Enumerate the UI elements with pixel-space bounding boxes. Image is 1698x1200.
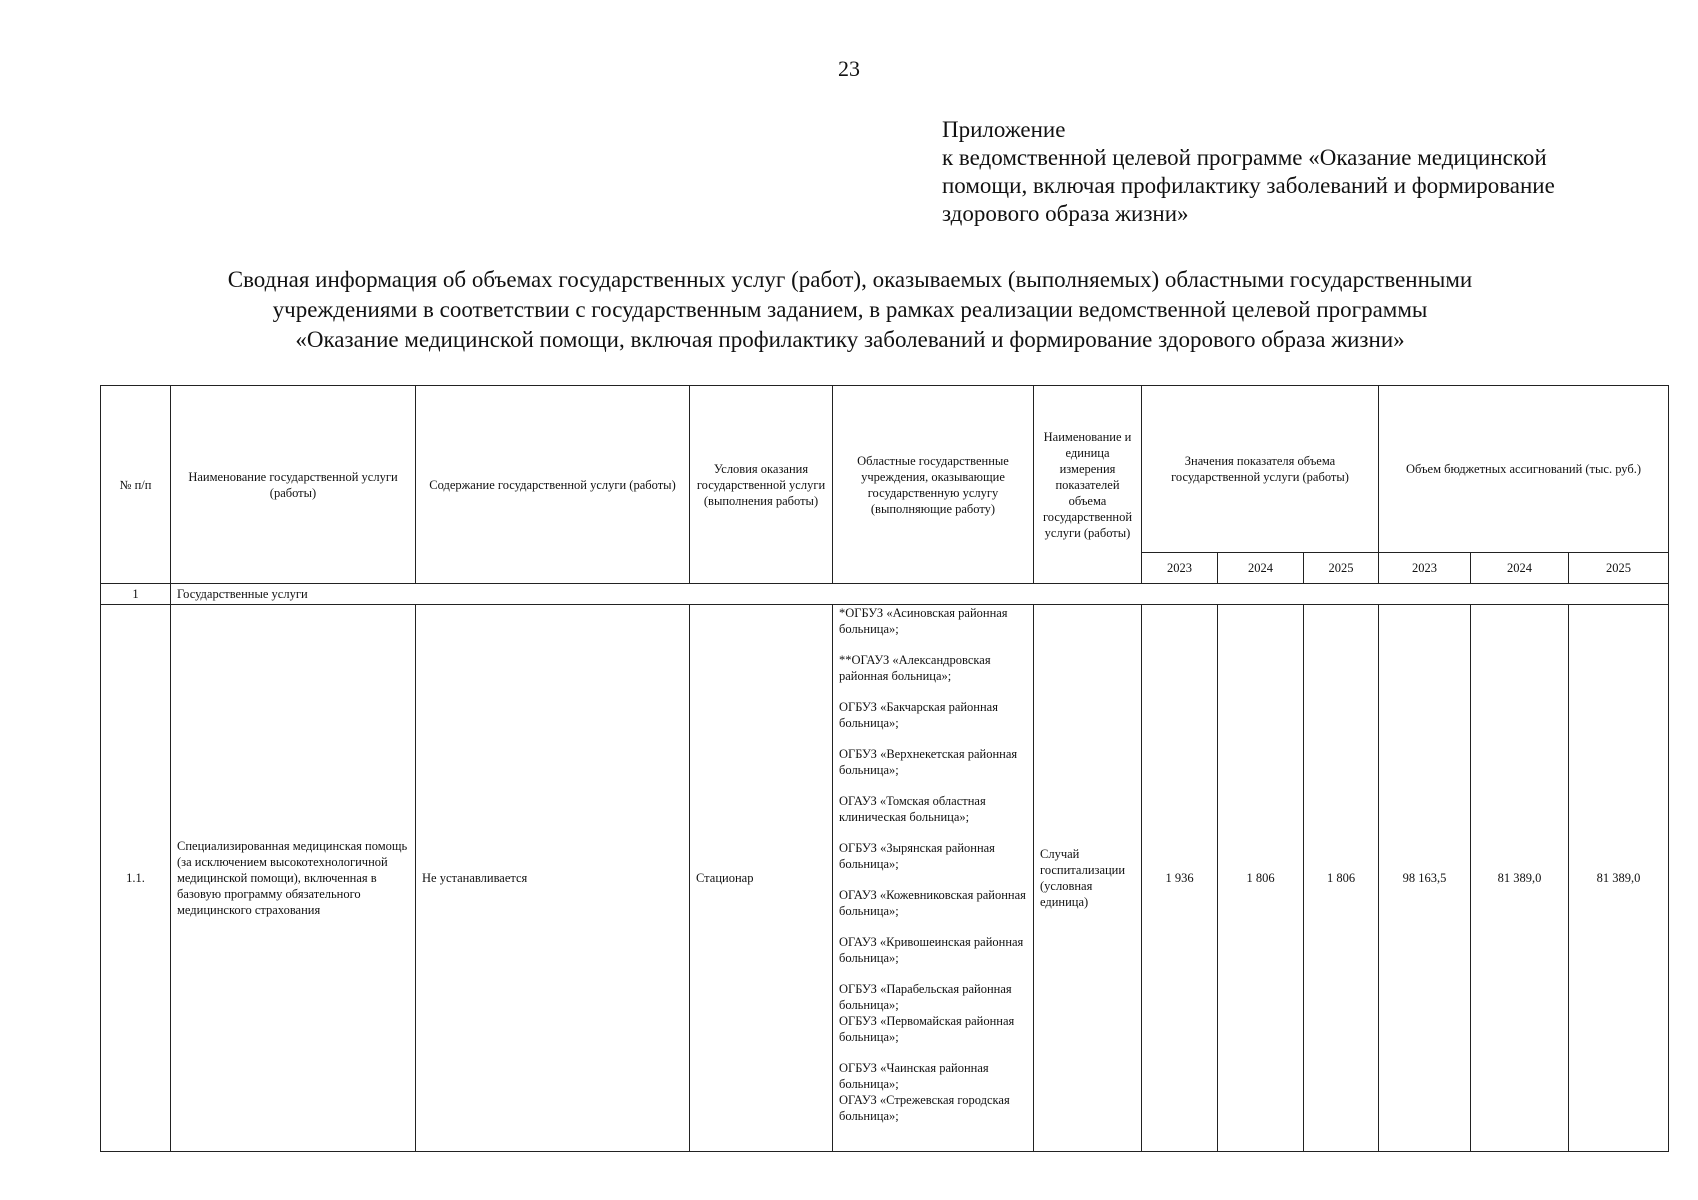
appendix-line-2: к ведомственной целевой программе «Оказание медицинской xyxy=(942,145,1547,170)
row-volume-2024: 1 806 xyxy=(1218,605,1304,1152)
header-row xyxy=(101,386,1669,553)
institution-item: ОГБУЗ «Верхнекетская районная больница»; xyxy=(839,747,1018,777)
budget-year-2025: 2025 xyxy=(1569,553,1669,584)
row-institutions xyxy=(833,605,1034,1152)
title-line-1: Сводная информация об объемах государственных услуг (работ), оказываемых (выполняемых) областными государственными xyxy=(227,267,1473,292)
volume-year-2023: 2023 xyxy=(1142,553,1218,584)
group-num: 1 xyxy=(101,584,171,605)
institution-item: ОГАУЗ «Томская областная клиническая больница»; xyxy=(839,794,986,824)
services-table xyxy=(100,385,1669,1152)
header-institutions: Областные государственные учреждения, оказывающие государственную услугу (выполняющие работу) xyxy=(833,386,1034,584)
row-budget-2024: 81 389,0 xyxy=(1471,605,1569,1152)
volume-year-2024: 2024 xyxy=(1218,553,1304,584)
header-unit: Наименование и единица измерения показателей объема государственной услуги (работы) xyxy=(1034,386,1142,584)
institution-item: ОГБУЗ «Зырянская районная больница»; xyxy=(839,841,995,871)
header-volume: Значения показателя объема государственной услуги (работы) xyxy=(1142,386,1379,553)
title-line-2: учреждениями в соответствии с государственным заданием, в рамках реализации ведомственной целевой программы xyxy=(272,297,1428,322)
budget-year-2023: 2023 xyxy=(1379,553,1471,584)
volume-year-2025: 2025 xyxy=(1304,553,1379,584)
appendix-line-4: здорового образа жизни» xyxy=(942,201,1189,226)
page-number: 23 xyxy=(838,56,860,81)
row-unit: Случай госпитализации (условная единица) xyxy=(1034,605,1142,1152)
header-budget: Объем бюджетных ассигнований (тыс. руб.) xyxy=(1379,386,1669,553)
row-budget-2025: 81 389,0 xyxy=(1569,605,1669,1152)
row-conditions: Стационар xyxy=(690,605,833,1152)
institution-item: ОГБУЗ «Бакчарская районная больница»; xyxy=(839,700,998,730)
header-service-name: Наименование государственной услуги (работы) xyxy=(171,386,416,584)
row-num: 1.1. xyxy=(101,605,171,1152)
group-row xyxy=(101,584,1669,605)
institution-item: ОГБУЗ «Парабельская районная больница»; xyxy=(839,982,1012,1012)
institution-item: ОГАУЗ «Кожевниковская районная больница»; xyxy=(839,888,1026,918)
header-conditions: Условия оказания государственной услуги (выполнения работы) xyxy=(690,386,833,584)
row-volume-2025: 1 806 xyxy=(1304,605,1379,1152)
row-volume-2023: 1 936 xyxy=(1142,605,1218,1152)
table-row xyxy=(101,605,1669,1152)
appendix-line-3: помощи, включая профилактику заболеваний и формирование xyxy=(942,173,1555,198)
institution-item: ОГАУЗ «Кривошеинская районная больница»; xyxy=(839,935,1024,965)
budget-year-2024: 2024 xyxy=(1471,553,1569,584)
institution-item: ОГБУЗ «Первомайская районная больница»; xyxy=(839,1014,1015,1044)
institution-item: ОГБУЗ «Чаинская районная больница»; xyxy=(839,1061,989,1091)
appendix-note xyxy=(942,116,1662,228)
header-content: Содержание государственной услуги (работы) xyxy=(416,386,690,584)
institution-item: **ОГАУЗ «Александровская районная больница»; xyxy=(839,653,991,683)
group-label: Государственные услуги xyxy=(171,584,1669,605)
document-title xyxy=(80,265,1620,355)
row-service-name: Специализированная медицинская помощь (за исключением высокотехнологичной медицинской помощи), включенная в базовую программу обязательного медицинского страхования xyxy=(171,605,416,1152)
row-budget-2023: 98 163,5 xyxy=(1379,605,1471,1152)
institution-item: *ОГБУЗ «Асиновская районная больница»; xyxy=(839,606,1008,636)
row-content: Не устанавливается xyxy=(416,605,690,1152)
header-num: № п/п xyxy=(101,386,171,584)
institution-item: ОГАУЗ «Стрежевская городская больница»; xyxy=(839,1093,1010,1123)
title-line-3: «Оказание медицинской помощи, включая профилактику заболеваний и формирование здорового образа жизни» xyxy=(295,327,1405,352)
appendix-line-1: Приложение xyxy=(942,117,1066,142)
